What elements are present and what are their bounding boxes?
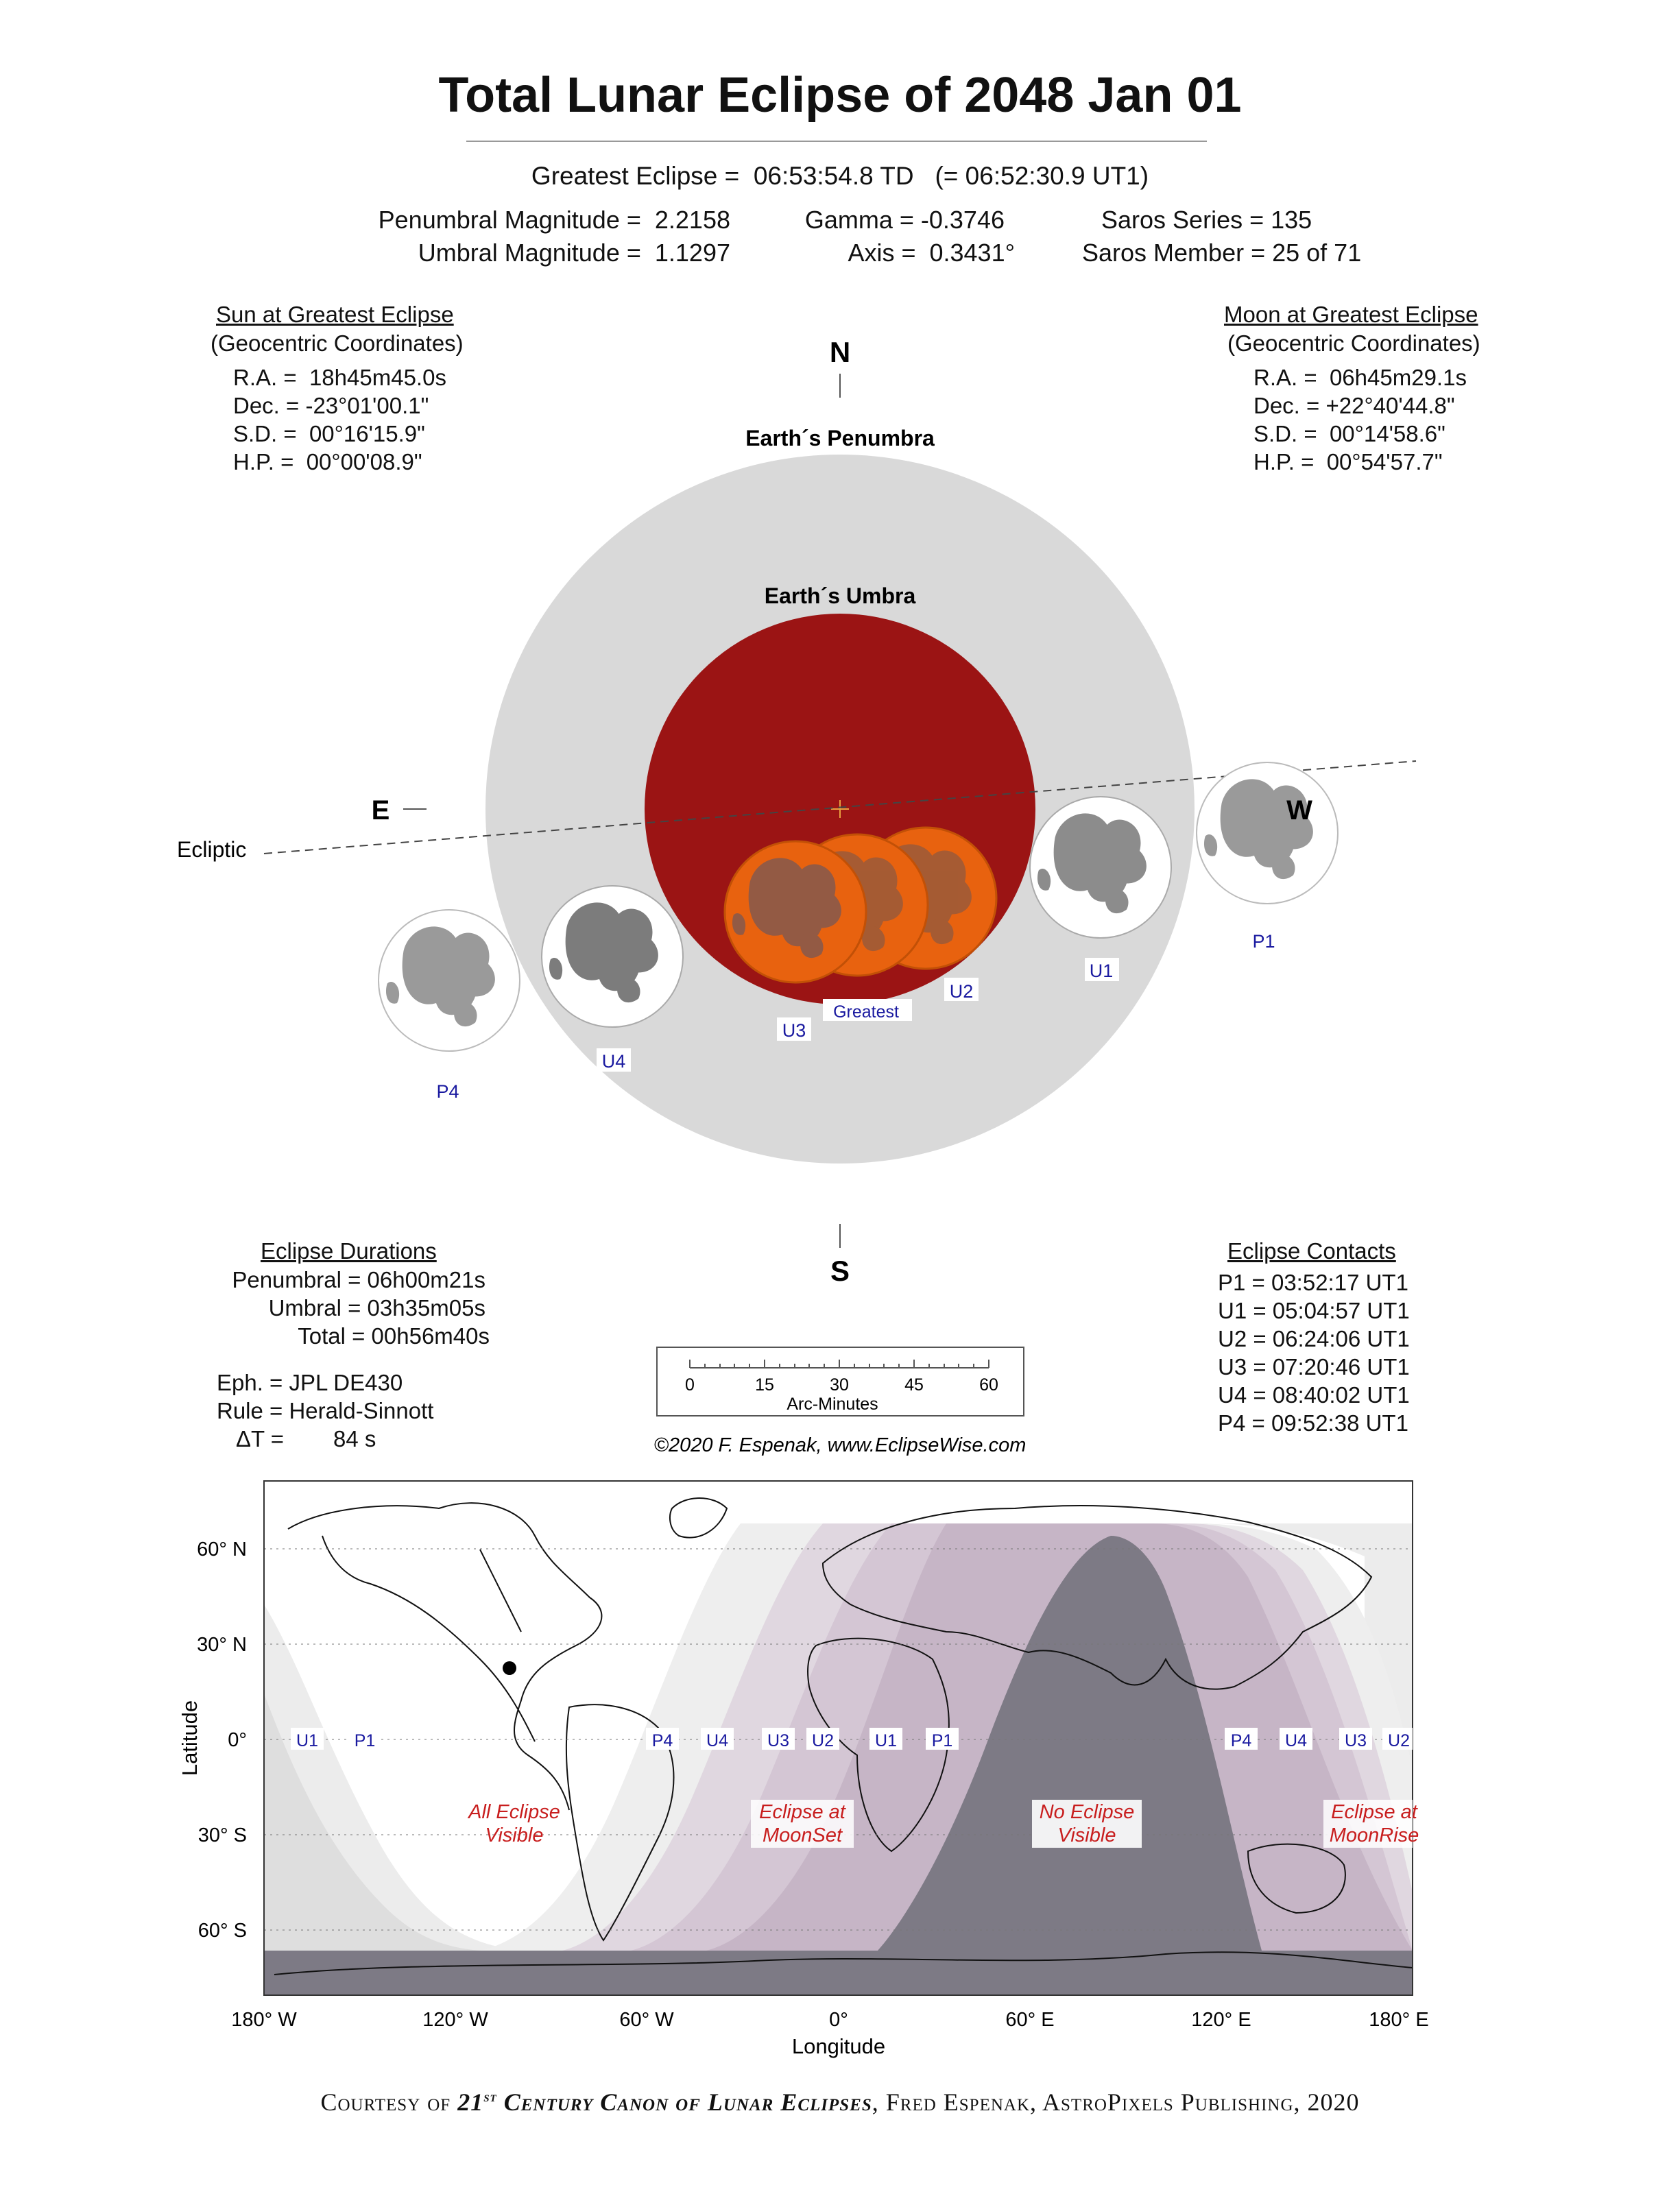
lon-tick-120e: 120° E (1191, 2009, 1251, 2031)
south-label: S (830, 1255, 850, 1287)
sun-sd: S.D. = 00°16'15.9" (233, 421, 425, 446)
region-all-line2: Visible (485, 1824, 544, 1846)
region-none-line2: Visible (1057, 1824, 1116, 1846)
sun-subheading: (Geocentric Coordinates) (211, 330, 464, 356)
region-moonset-line1: Eclipse at (759, 1801, 845, 1823)
region-moonset-line2: MoonSet (762, 1824, 843, 1846)
duration-umbral: Umbral = 03h35m05s (268, 1295, 485, 1321)
scale-tick-0: 0 (685, 1375, 695, 1395)
region-all-line1: All Eclipse (468, 1801, 560, 1823)
moon-sd: S.D. = 00°14'58.6" (1253, 421, 1445, 446)
delta-t-label: ΔT = (236, 1426, 285, 1451)
map-label-u3-mid: U3 (767, 1731, 789, 1750)
penumbral-magnitude: Penumbral Magnitude = 2.2158 (378, 206, 730, 234)
region-none-line1: No Eclipse (1039, 1801, 1135, 1823)
sun-heading: Sun at Greatest Eclipse (216, 302, 454, 327)
contact-label-p1: P1 (1252, 931, 1275, 952)
contact-label-u4: U4 (601, 1051, 626, 1072)
east-label: E (371, 795, 390, 825)
copyright: ©2020 F. Espenak, www.EclipseWise.com (653, 1434, 1027, 1456)
moon-subheading: (Geocentric Coordinates) (1227, 330, 1480, 356)
moon-u1 (1030, 797, 1171, 938)
moon-u3 (725, 841, 866, 983)
contact-u4: U4 = 08:40:02 UT1 (1218, 1382, 1410, 1408)
contact-u3: U3 = 07:20:46 UT1 (1218, 1354, 1410, 1379)
axis-value: Axis = 0.3431° (848, 239, 1015, 267)
region-moonrise-line2: MoonRise (1329, 1824, 1419, 1846)
lon-tick-180e: 180° E (1369, 2009, 1429, 2031)
contact-u1: U1 = 05:04:57 UT1 (1218, 1298, 1410, 1323)
moon-dec: Dec. = +22°40'44.8" (1253, 393, 1455, 418)
map-label-p4-mid: P4 (651, 1731, 673, 1750)
contact-p1: P1 = 03:52:17 UT1 (1218, 1270, 1408, 1295)
moon-heading: Moon at Greatest Eclipse (1224, 302, 1478, 327)
sun-dec: Dec. = -23°01'00.1" (233, 393, 429, 418)
map-xlabel: Longitude (791, 2034, 886, 2058)
credit-prefix: Courtesy of (320, 2088, 458, 2116)
sun-ra: R.A. = 18h45m45.0s (233, 365, 446, 390)
saros-member: Saros Member = 25 of 71 (1082, 239, 1362, 267)
greatest-eclipse-marker (503, 1661, 516, 1675)
scale-unit: Arc-Minutes (787, 1395, 878, 1414)
region-moonrise-line1: Eclipse at (1331, 1801, 1417, 1823)
scale-tick-30: 30 (830, 1375, 849, 1395)
contacts-heading: Eclipse Contacts (1227, 1238, 1396, 1264)
visibility-map (0, 1467, 1680, 2057)
moon-ra: R.A. = 06h45m29.1s (1253, 365, 1467, 390)
moon-hp: H.P. = 00°54'57.7" (1253, 449, 1443, 474)
moon-p1 (1197, 762, 1338, 904)
ephemeris: Eph. = JPL DE430 (217, 1370, 403, 1395)
contact-p4: P4 = 09:52:38 UT1 (1218, 1410, 1408, 1436)
map-label-p1-mid: P1 (931, 1731, 953, 1750)
contact-label-greatest: Greatest (833, 1002, 899, 1022)
contact-label-p4: P4 (436, 1081, 459, 1102)
rule: Rule = Herald-Sinnott (217, 1398, 434, 1423)
contact-label-u2: U2 (949, 981, 974, 1002)
credit-st: st (483, 2088, 497, 2105)
lat-tick-0: 0° (228, 1729, 247, 1751)
lon-tick-120w: 120° W (422, 2009, 488, 2031)
lon-tick-60e: 60° E (1005, 2009, 1055, 2031)
duration-penumbral: Penumbral = 06h00m21s (232, 1267, 485, 1292)
saros-series: Saros Series = 135 (1101, 206, 1312, 234)
umbral-magnitude: Umbral Magnitude = 1.1297 (418, 239, 730, 267)
penumbra-label: Earth´s Penumbra (745, 426, 935, 450)
gamma-value: Gamma = -0.3746 (804, 206, 1005, 234)
sun-hp: H.P. = 00°00'08.9" (233, 449, 422, 474)
duration-total: Total = 00h56m40s (298, 1323, 490, 1349)
moon-p4 (379, 910, 520, 1051)
map-label-u4-east: U4 (1285, 1731, 1307, 1750)
contact-u2: U2 = 06:24:06 UT1 (1218, 1326, 1410, 1351)
scale-tick-60: 60 (979, 1375, 998, 1395)
lon-tick-60w: 60° W (619, 2009, 674, 2031)
lat-tick-30n: 30° N (197, 1634, 247, 1656)
map-label-u1-west: U1 (296, 1731, 318, 1750)
contact-label-u1: U1 (1089, 961, 1114, 981)
map-label-u2-mid: U2 (812, 1731, 834, 1750)
map-label-u4-mid: U4 (706, 1731, 728, 1750)
map-label-p1-west: P1 (354, 1731, 376, 1750)
moon-u4 (542, 886, 683, 1027)
credit-book: Century Canon of Lunar Eclipses (496, 2088, 872, 2116)
scale-tick-15: 15 (755, 1375, 774, 1395)
map-label-u1-mid: U1 (875, 1731, 897, 1750)
lat-tick-60s: 60° S (197, 1920, 247, 1942)
credit-line (0, 2088, 1680, 2117)
page-title: Total Lunar Eclipse of 2048 Jan 01 (438, 68, 1242, 123)
credit-suffix: , Fred Espenak, AstroPixels Publishing, 2020 (872, 2088, 1360, 2116)
umbra-label: Earth´s Umbra (764, 583, 916, 608)
scale-tick-45: 45 (904, 1375, 924, 1395)
greatest-eclipse: Greatest Eclipse = 06:53:54.8 TD (= 06:52:30.9 UT1) (531, 162, 1149, 190)
durations-heading: Eclipse Durations (261, 1238, 437, 1264)
map-ylabel: Latitude (178, 1700, 202, 1776)
west-label: W (1286, 795, 1312, 825)
south-polar-night (264, 1951, 1413, 1999)
map-label-p4-east: P4 (1230, 1731, 1252, 1750)
lon-tick-180w: 180° W (231, 2009, 297, 2031)
credit-century: 21 (457, 2088, 484, 2116)
lat-tick-30s: 30° S (197, 1824, 247, 1846)
ecliptic-label: Ecliptic (177, 837, 247, 862)
lat-tick-60n: 60° N (197, 1539, 247, 1560)
map-label-u3-east: U3 (1345, 1731, 1367, 1750)
delta-t-value: 84 s (333, 1426, 376, 1451)
map-label-u2-east: U2 (1388, 1731, 1410, 1750)
north-label: N (829, 336, 851, 368)
lon-tick-0: 0° (829, 2009, 848, 2031)
contact-label-u3: U3 (782, 1020, 806, 1041)
